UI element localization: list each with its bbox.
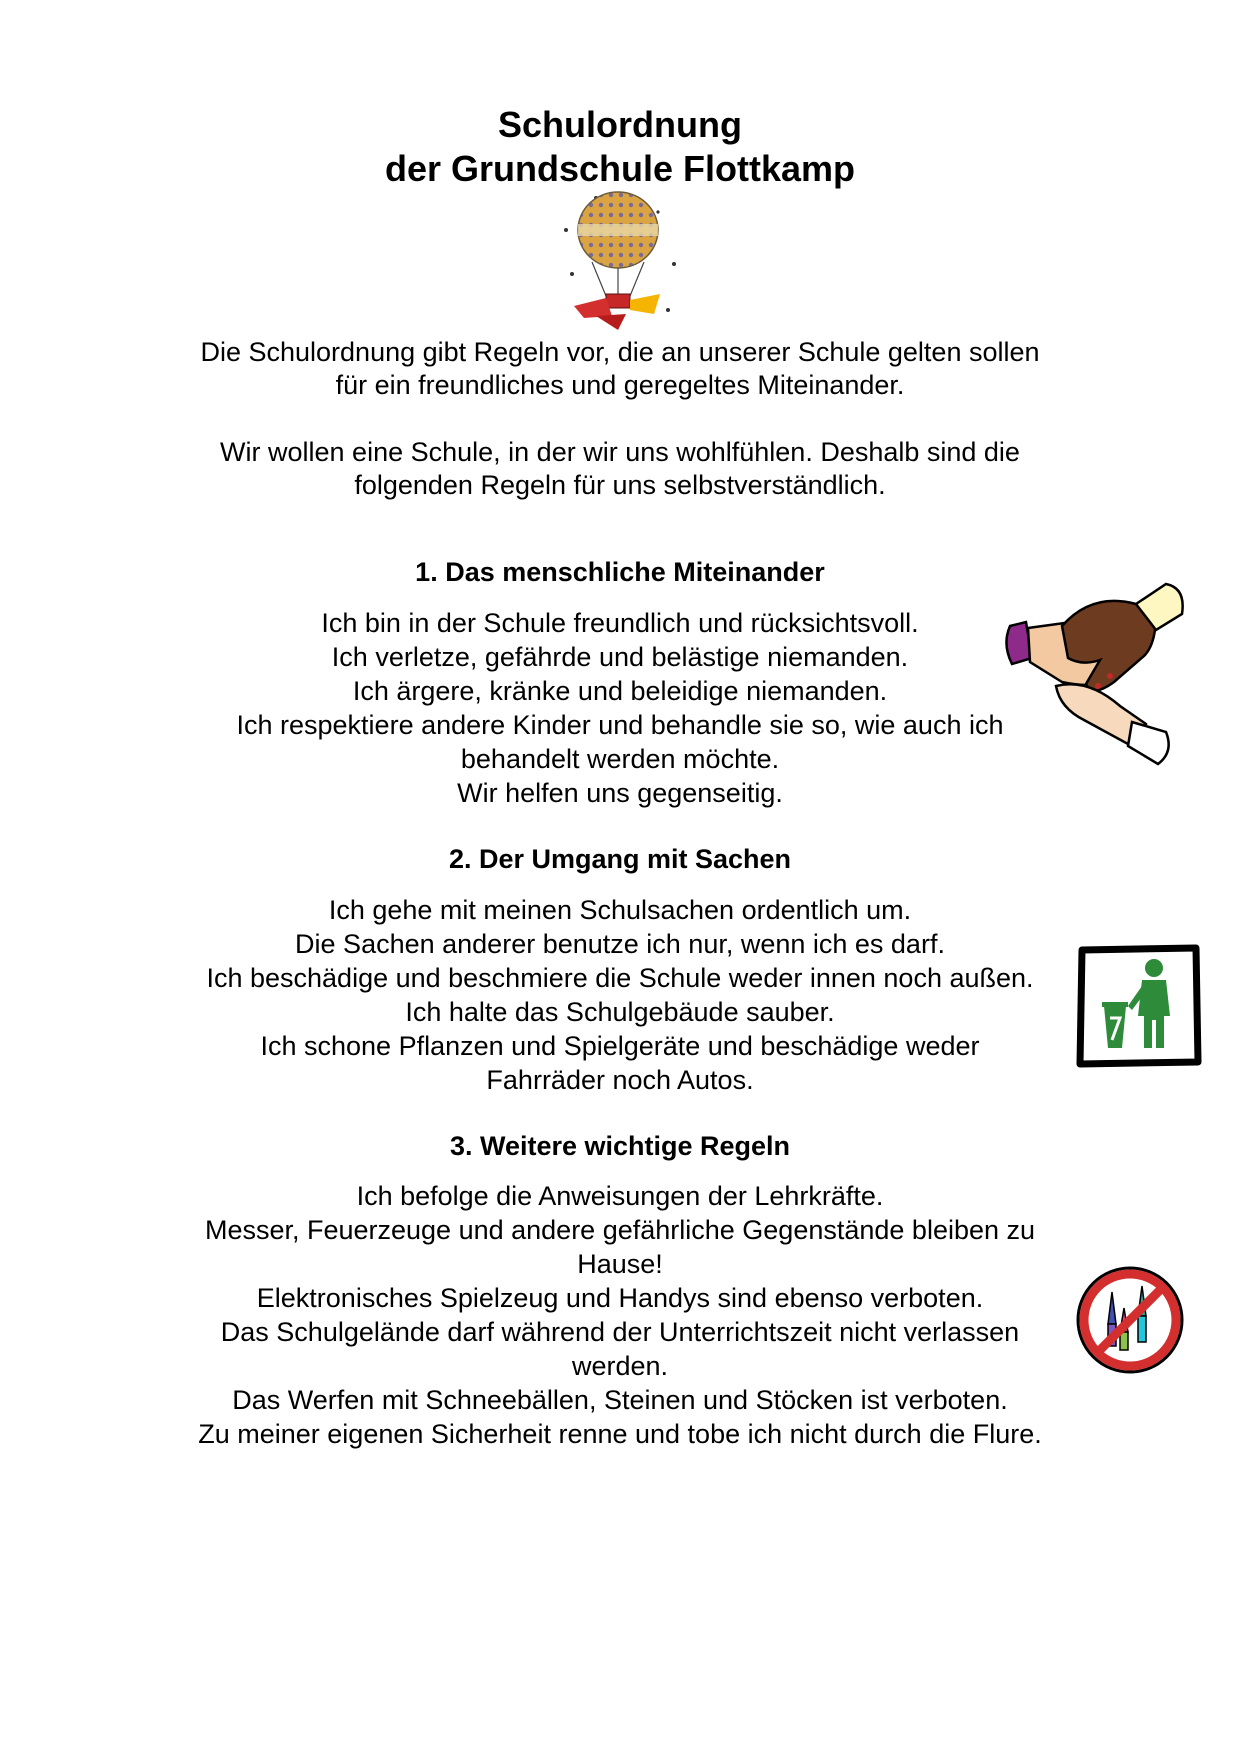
section-heading: 1. Das menschliche Miteinander <box>415 557 825 587</box>
handshake-icon <box>996 574 1192 770</box>
intro-line: für ein freundliches und geregeltes Miteinander. <box>335 370 905 400</box>
section-line: werden. <box>571 1351 669 1381</box>
section-line: Fahrräder noch Autos. <box>486 1065 754 1095</box>
section-line: Die Sachen anderer benutze ich nur, wenn ich es darf. <box>295 929 945 959</box>
intro-line: Die Schulordnung gibt Regeln vor, die an unserer Schule gelten sollen <box>200 337 1040 367</box>
section-line: Zu meiner eigenen Sicherheit renne und tobe ich nicht durch die Flure. <box>198 1419 1042 1449</box>
document-title-line2: der Grundschule Flottkamp <box>384 148 856 189</box>
section-line: behandelt werden möchte. <box>460 744 780 774</box>
intro-line: folgenden Regeln für uns selbstverständlich. <box>354 470 886 500</box>
section-line: Messer, Feuerzeuge und andere gefährliche Gegenstände bleiben zu <box>204 1215 1036 1245</box>
section-line: Ich gehe mit meinen Schulsachen ordentlich um. <box>328 895 912 925</box>
section-line: Ich respektiere andere Kinder und behandle sie so, wie auch ich <box>236 710 1004 740</box>
section-line: Ich befolge die Anweisungen der Lehrkräfte. <box>356 1181 884 1211</box>
section-line: Ich halte das Schulgebäude sauber. <box>405 997 835 1027</box>
section-heading: 3. Weitere wichtige Regeln <box>449 1131 791 1161</box>
section-line: Das Werfen mit Schneebällen, Steinen und Stöcken ist verboten. <box>232 1385 1008 1415</box>
section-heading: 2. Der Umgang mit Sachen <box>448 844 792 874</box>
hot-air-balloon-icon <box>556 190 680 336</box>
section-line: Hause! <box>577 1249 663 1279</box>
section-line: Elektronisches Spielzeug und Handys sind ebenso verboten. <box>256 1283 984 1313</box>
section-line: Wir helfen uns gegenseitig. <box>457 778 783 808</box>
litter-bin-icon <box>1074 944 1202 1068</box>
section-line: Ich ärgere, kränke und beleidige niemanden. <box>352 676 888 706</box>
document-title-line1: Schulordnung <box>498 104 742 145</box>
intro-line: Wir wollen eine Schule, in der wir uns wohlfühlen. Deshalb sind die <box>220 437 1020 467</box>
section-line: Das Schulgelände darf während der Unterrichtszeit nicht verlassen <box>220 1317 1020 1347</box>
section-line: Ich verletze, gefährde und belästige niemanden. <box>331 642 909 672</box>
section-line: Ich bin in der Schule freundlich und rücksichtsvoll. <box>321 608 919 638</box>
no-fireworks-icon <box>1072 1262 1188 1378</box>
section-line: Ich beschädige und beschmiere die Schule weder innen noch außen. <box>206 963 1034 993</box>
section-line: Ich schone Pflanzen und Spielgeräte und beschädige weder <box>260 1031 980 1061</box>
